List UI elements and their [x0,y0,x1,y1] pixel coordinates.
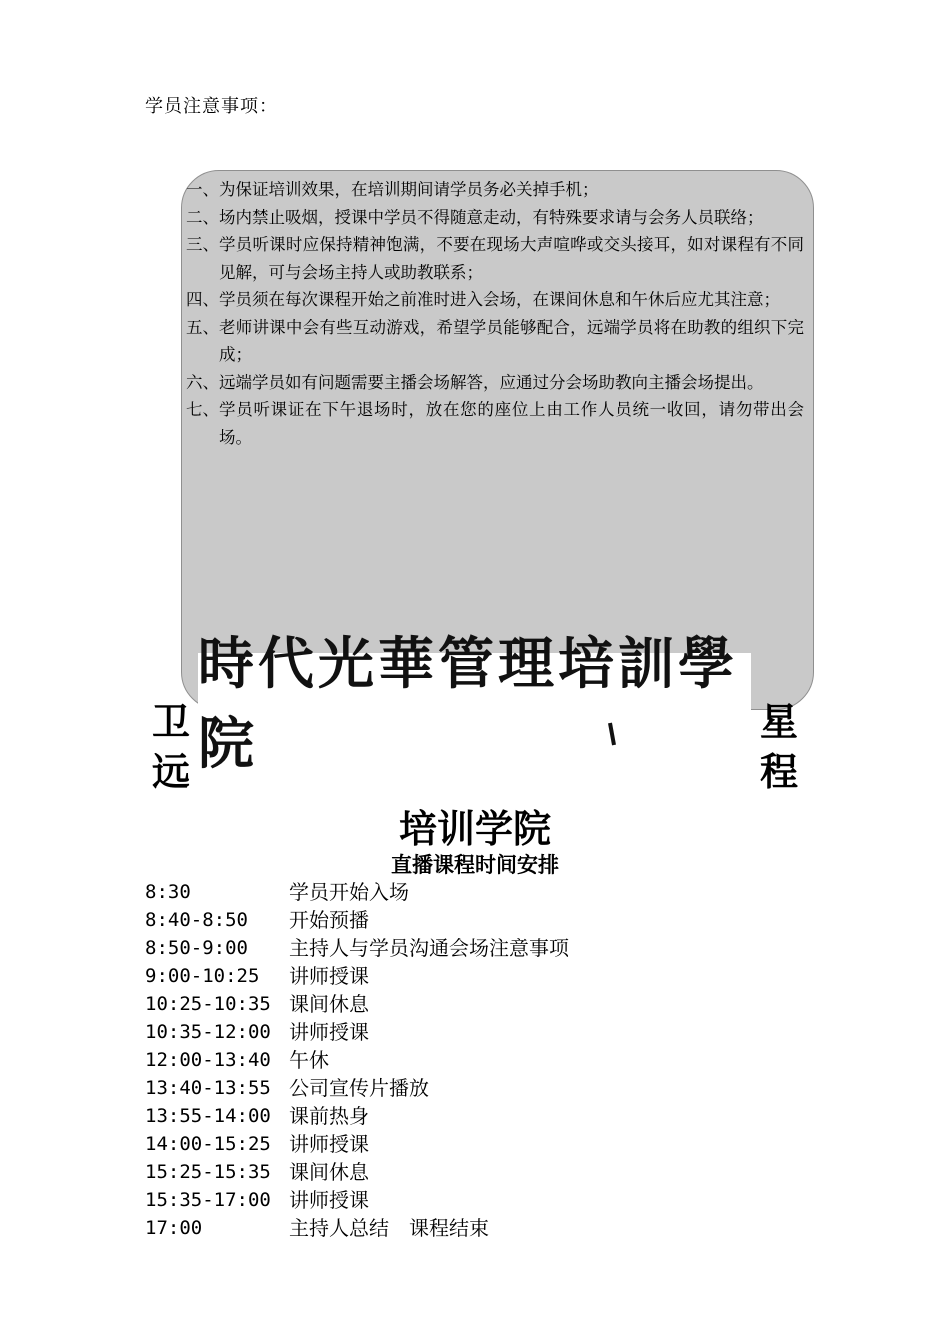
notice-text: 远端学员如有问题需要主播会场解答，应通过分会场助教向主播会场提出。 [219,372,764,392]
schedule-activity: 讲师授课 [289,1020,369,1044]
notice-number: 二、 [186,207,219,227]
schedule-row [145,1158,569,1186]
schedule-activity: 主持人与学员沟通会场注意事项 [289,936,569,960]
schedule-row [145,878,569,906]
notice-item [186,286,804,314]
notice-heading: 学员注意事项： [145,96,278,117]
schedule-activity: 开始预播 [289,908,369,932]
schedule-row [145,1102,569,1130]
notice-number: 五、 [186,317,219,337]
school-title: 培训学院 [398,807,551,851]
notice-text: 学员听课证在下午退场时，放在您的座位上由工作人员统一收回，请勿带出会场。 [219,400,804,447]
schedule-activity: 学员开始入场 [289,880,409,904]
notice-text: 场内禁止吸烟，授课中学员不得随意走动，有特殊要求请与会务人员联络； [219,207,764,227]
schedule-time: 17:00 [145,1217,203,1239]
notice-number: 一、 [186,180,219,199]
notice-item [186,176,804,204]
schedule-time: 10:25-10:35 [145,993,271,1015]
schedule-row [145,906,569,934]
notice-text: 学员须在每次课程开始之前准时进入会场，在课间休息和午休后应尤其注意； [219,290,780,309]
schedule-activity: 公司宣传片播放 [289,1076,429,1100]
schedule-time: 15:25-15:35 [145,1161,271,1183]
notice-text: 为保证培训效果，在培训期间请学员务必关掉手机； [219,180,599,199]
schedule-activity: 讲师授课 [289,964,369,988]
schedule-row [145,1018,569,1046]
schedule-activity: 讲师授课 [289,1132,369,1156]
schedule-table [145,878,569,1242]
schedule-activity: 课间休息 [289,992,369,1016]
side-char-right-bottom: 程 [760,750,799,794]
side-char-left-bottom: 远 [152,750,191,794]
notice-number: 七、 [186,400,219,419]
schedule-time: 15:35-17:00 [145,1189,271,1211]
schedule-time: 8:40-8:50 [145,909,248,931]
schedule-activity: 讲师授课 [289,1188,369,1212]
schedule-time: 8:50-9:00 [145,937,248,959]
notice-item [186,204,804,232]
schedule-row [145,934,569,962]
schedule-time: 10:35-12:00 [145,1021,271,1043]
schedule-activity: 课前热身 [289,1104,369,1128]
schedule-row [145,962,569,990]
notice-number: 四、 [186,290,219,309]
schedule-row [145,990,569,1018]
notice-item [186,369,804,397]
schedule-time: 12:00-13:40 [145,1049,271,1071]
schedule-time: 13:55-14:00 [145,1105,271,1127]
schedule-activity: 主持人总结 课程结束 [289,1216,489,1240]
schedule-time: 14:00-15:25 [145,1133,271,1155]
notice-item [186,314,804,369]
logo-text: 時代光華管理培訓學院 [198,630,738,777]
notice-list [186,176,804,451]
schedule-title: 直播课程时间安排 [391,853,559,877]
side-char-right-top: 星 [760,700,799,744]
notice-number: 六、 [186,372,219,392]
schedule-row [145,1214,569,1242]
brush-stroke-icon [198,630,751,777]
schedule-time: 8:30 [145,881,191,903]
notice-number: 三、 [186,235,219,254]
notice-item [186,231,804,286]
calligraphy-logo [198,630,751,777]
schedule-row [145,1046,569,1074]
schedule-activity: 午休 [289,1048,329,1072]
notice-text: 学员听课时应保持精神饱满，不要在现场大声喧哗或交头接耳，如对课程有不同见解，可与会场主持人或助教联系； [219,235,804,282]
schedule-row [145,1130,569,1158]
side-char-left-top: 卫 [152,700,191,744]
schedule-activity: 课间休息 [289,1160,369,1184]
schedule-time: 13:40-13:55 [145,1077,271,1099]
notice-item [186,396,804,451]
schedule-time: 9:00-10:25 [145,965,260,987]
schedule-row [145,1186,569,1214]
notice-text: 老师讲课中会有些互动游戏，希望学员能够配合，远端学员将在助教的组织下完成； [219,317,804,364]
schedule-row [145,1074,569,1102]
